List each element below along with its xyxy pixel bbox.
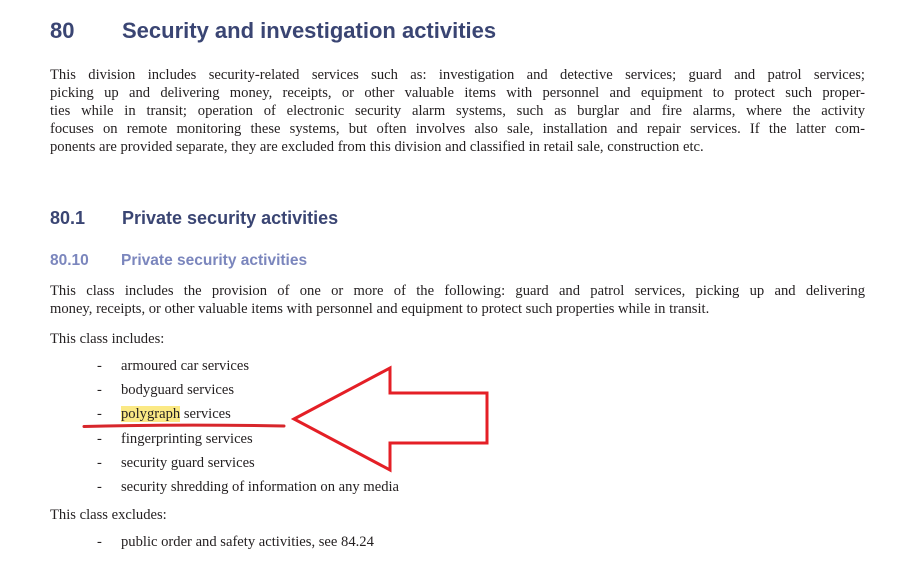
list-marker: -: [97, 455, 102, 471]
list-item-text: [121, 405, 231, 423]
group-number: 80.1: [50, 208, 86, 228]
includes-label: This class includes:: [50, 331, 165, 347]
list-marker: -: [97, 406, 102, 422]
highlighted-term: polygraph: [121, 406, 181, 422]
red-underline: [84, 425, 284, 426]
list-item-text: bodyguard services: [121, 382, 235, 398]
division-description-line: ties while in transit; operation of electronic security alarm systems, such as burglar and fire alarms, where the activity: [50, 103, 865, 119]
division-description-line: picking up and delivering money, receipts, or other valuable items with personnel and equipment to protect such proper-: [50, 85, 865, 101]
list-item-text: public order and safety activities, see 84.24: [121, 534, 374, 550]
list-marker: -: [97, 382, 102, 398]
class-description: [50, 282, 865, 318]
list-marker: -: [97, 479, 102, 495]
list-item-text: security guard services: [121, 455, 255, 471]
excludes-label: This class excludes:: [50, 507, 167, 523]
red-arrow-icon: [294, 368, 487, 470]
division-description-line: ponents are provided separate, they are excluded from this division and classified in retail sale, construction etc.: [50, 139, 704, 155]
division-number: 80: [50, 18, 75, 43]
class-description-line: This class includes the provision of one or more of the following: guard and patrol services, picking up and delivering: [50, 283, 865, 299]
division-description-line: This division includes security-related services such as: investigation and detective services; guard and patrol services;: [50, 67, 865, 83]
class-number: 80.10: [50, 252, 89, 269]
list-marker: -: [97, 358, 102, 374]
list-item-text: fingerprinting services: [121, 431, 253, 447]
list-marker: -: [97, 431, 102, 447]
list-item-text: armoured car services: [121, 358, 250, 374]
list-marker: -: [97, 534, 102, 550]
group-title: Private security activities: [122, 208, 339, 228]
division-description: [50, 66, 865, 156]
class-title: Private security activities: [121, 252, 308, 269]
list-item-text-rest: services: [180, 406, 231, 422]
division-description-line: focuses on remote monitoring these systems, but often involves also sale, installation and repair services. If the latter com-: [50, 121, 865, 137]
list-item-text: security shredding of information on any media: [121, 479, 400, 495]
division-title: Security and investigation activities: [122, 18, 497, 43]
class-description-line: money, receipts, or other valuable items with personnel and equipment to protect such properties while in transit.: [50, 301, 710, 317]
